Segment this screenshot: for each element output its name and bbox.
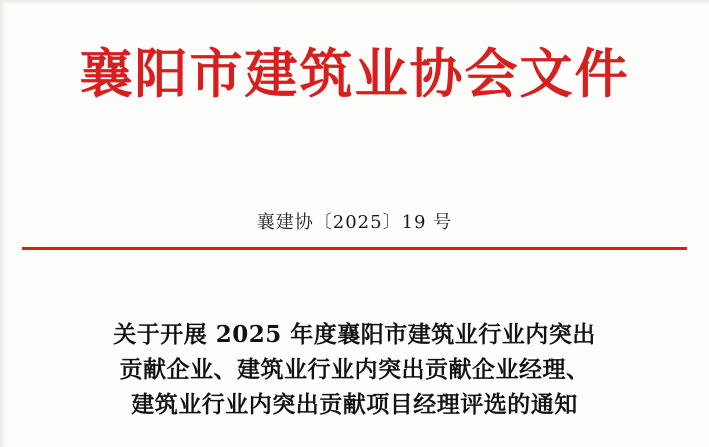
red-separator-rule	[22, 247, 687, 250]
document-title-line-2: 贡献企业、建筑业行业内突出贡献企业经理、	[119, 355, 590, 383]
page-top-shading	[0, 0, 709, 5]
masthead-title: 襄阳市建筑业协会文件	[79, 43, 630, 105]
document-title-line-3: 建筑业行业内突出贡献项目经理评选的通知	[131, 390, 578, 418]
document-title-line-1: 关于开展 2025 年度襄阳市建筑业行业内突出	[113, 321, 596, 348]
document-title	[54, 318, 655, 423]
document-number: 襄建协〔2025〕19 号	[256, 212, 453, 233]
